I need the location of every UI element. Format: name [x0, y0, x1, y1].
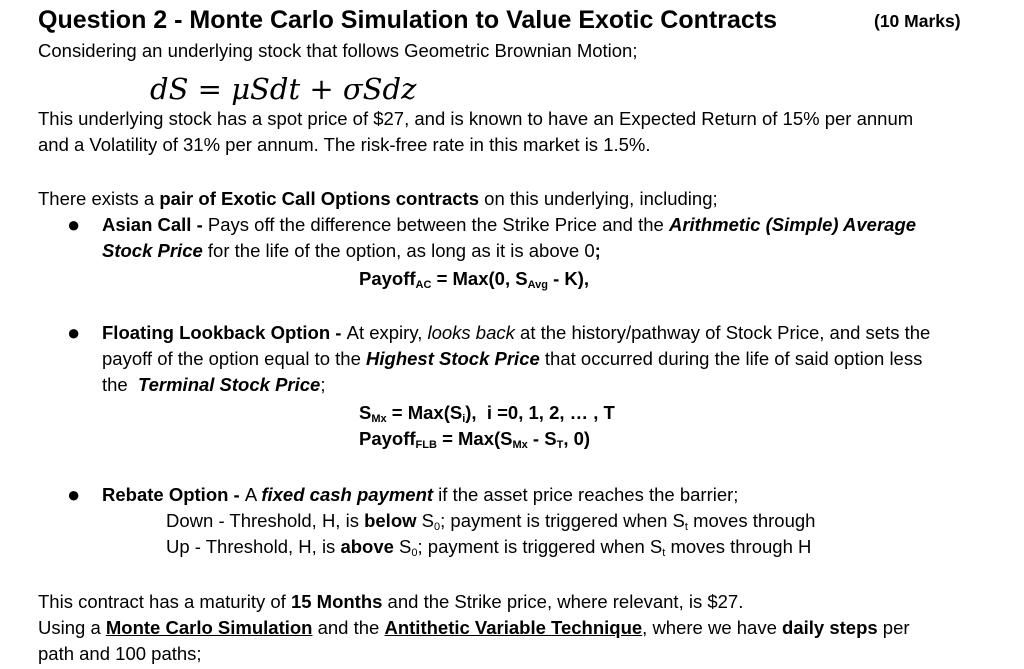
- down-e: moves through: [687, 510, 816, 531]
- asian-line-2: [102, 238, 601, 264]
- down-c: S: [416, 510, 434, 531]
- closing-t5: , where we have: [642, 617, 783, 638]
- eq-diffusion: σSdz: [342, 72, 417, 106]
- lb-f2-sub-t: T: [556, 439, 564, 451]
- closing-maturity: 15 Months: [290, 591, 383, 612]
- lb-f2-d: , 0): [563, 428, 591, 449]
- up-d: ; payment is triggered when S: [417, 536, 663, 557]
- rebate-emphasis: fixed cash payment: [261, 484, 434, 505]
- down-sub-t: t: [684, 521, 688, 533]
- closing-line-2: [38, 615, 910, 641]
- lookback-line-2: [102, 346, 922, 372]
- marks-label: (10 Marks): [874, 11, 961, 31]
- lb-f1-sub-mx: Mx: [371, 413, 387, 425]
- bullet-rebate: ●: [67, 482, 81, 507]
- asian-formula-a: Payoff: [359, 268, 416, 289]
- asian-semicolon: ;: [594, 240, 601, 261]
- asian-text-2: for the life of the option, as long as it is above 0: [202, 240, 595, 261]
- down-a: Down - Threshold, H, is: [166, 510, 365, 531]
- page-title: Question 2 - Monte Carlo Simulation to Value Exotic Contracts: [38, 6, 777, 34]
- lookback-max-formula: [359, 400, 615, 426]
- rebate-line-1: [102, 482, 738, 508]
- down-sub-0: 0: [434, 521, 441, 533]
- lookback-name: Floating Lookback Option -: [102, 322, 347, 343]
- lookback-emphasis-1: Highest Stock Price: [366, 348, 540, 369]
- bullet-lookback: ●: [67, 320, 81, 345]
- asian-payoff-formula: [359, 266, 589, 292]
- closing-line-1: [38, 589, 743, 615]
- rebate-down-line: [166, 508, 815, 534]
- lb-f1-c: ), i =0, 1, 2, … , T: [465, 402, 615, 423]
- asian-formula-b: = Max(0, S: [431, 268, 528, 289]
- asian-emphasis-1: Arithmetic (Simple) Average: [668, 214, 917, 235]
- eq-plus: +: [300, 72, 343, 106]
- lb-f2-sub-flb: FLB: [415, 439, 437, 451]
- lb-f1-a: S: [359, 402, 372, 423]
- intro-line-1: Considering an underlying stock that follows Geometric Brownian Motion;: [38, 40, 638, 61]
- closing-t6: per: [877, 617, 910, 638]
- lb-f2-a: Payoff: [359, 428, 416, 449]
- closing-monte-carlo: Monte Carlo Simulation: [105, 617, 313, 638]
- asian-emphasis-2: Stock Price: [102, 240, 203, 261]
- down-d: ; payment is triggered when S: [440, 510, 685, 531]
- lookback-text-4: that occurred during the life of said option less: [539, 348, 923, 369]
- lookback-text-6: ;: [320, 374, 326, 395]
- lb-f2-c: - S: [527, 428, 557, 449]
- gbm-equation: [150, 72, 416, 106]
- asian-formula-c: - K),: [547, 268, 590, 289]
- exists-bold: pair of Exotic Call Options contracts: [159, 188, 480, 209]
- eq-drift: μSdt: [231, 72, 301, 106]
- down-below: below: [364, 510, 417, 531]
- closing-line-3: path and 100 paths;: [38, 643, 202, 664]
- closing-t1: This contract has a maturity of: [38, 591, 291, 612]
- rebate-text-2: if the asset price reaches the barrier;: [433, 484, 739, 505]
- closing-daily-steps: daily steps: [782, 617, 878, 638]
- asian-formula-sub-ac: AC: [415, 279, 432, 291]
- asian-text-1: Pays off the difference between the Strike Price and the: [207, 214, 669, 235]
- lb-f1-sub-i: i: [462, 413, 466, 425]
- intro-line-2: This underlying stock has a spot price of $27, and is known to have an Expected Return of 15% per annum: [38, 108, 914, 129]
- lookback-emphasis-2: Terminal Stock Price: [138, 374, 321, 395]
- lb-f2-sub-mx: Mx: [512, 439, 528, 451]
- lookback-payoff-formula: [359, 426, 590, 452]
- closing-antithetic: Antithetic Variable Technique: [384, 617, 643, 638]
- rebate-name: Rebate Option -: [102, 484, 245, 505]
- lookback-text-3: payoff of the option equal to the: [102, 348, 367, 369]
- up-sub-0: 0: [411, 547, 418, 559]
- up-a: Up - Threshold, H, is: [166, 536, 341, 557]
- exists-line: [38, 186, 718, 212]
- asian-name: Asian Call -: [102, 214, 208, 235]
- up-above: above: [340, 536, 394, 557]
- lookback-line-3: [102, 372, 325, 398]
- up-sub-t: t: [662, 547, 666, 559]
- exists-text-1: There exists a: [38, 188, 160, 209]
- exists-text-2: on this underlying, including;: [479, 188, 718, 209]
- intro-line-3: and a Volatility of 31% per annum. The risk-free rate in this market is 1.5%.: [38, 134, 651, 155]
- asian-line-1: [102, 212, 916, 238]
- eq-lhs: dS: [150, 72, 189, 106]
- lb-f2-b: = Max(S: [436, 428, 513, 449]
- bullet-asian: ●: [67, 212, 81, 237]
- closing-t3: Using a: [38, 617, 106, 638]
- eq-equals: =: [188, 72, 232, 106]
- closing-t2: and the Strike price, where relevant, is $27.: [382, 591, 744, 612]
- rebate-up-line: [166, 534, 811, 560]
- lb-f1-b: = Max(S: [386, 402, 463, 423]
- asian-formula-sub-avg: Avg: [527, 279, 548, 291]
- lookback-text-2: at the history/pathway of Stock Price, and sets the: [514, 322, 931, 343]
- lookback-text-1: At expiry,: [346, 322, 428, 343]
- rebate-text-1: A: [244, 484, 262, 505]
- lookback-italic: looks back: [427, 322, 515, 343]
- lookback-line-1: [102, 320, 930, 346]
- up-c: S: [393, 536, 412, 557]
- closing-t4: and the: [312, 617, 385, 638]
- up-e: moves through H: [665, 536, 812, 557]
- lookback-text-5: the: [102, 374, 138, 395]
